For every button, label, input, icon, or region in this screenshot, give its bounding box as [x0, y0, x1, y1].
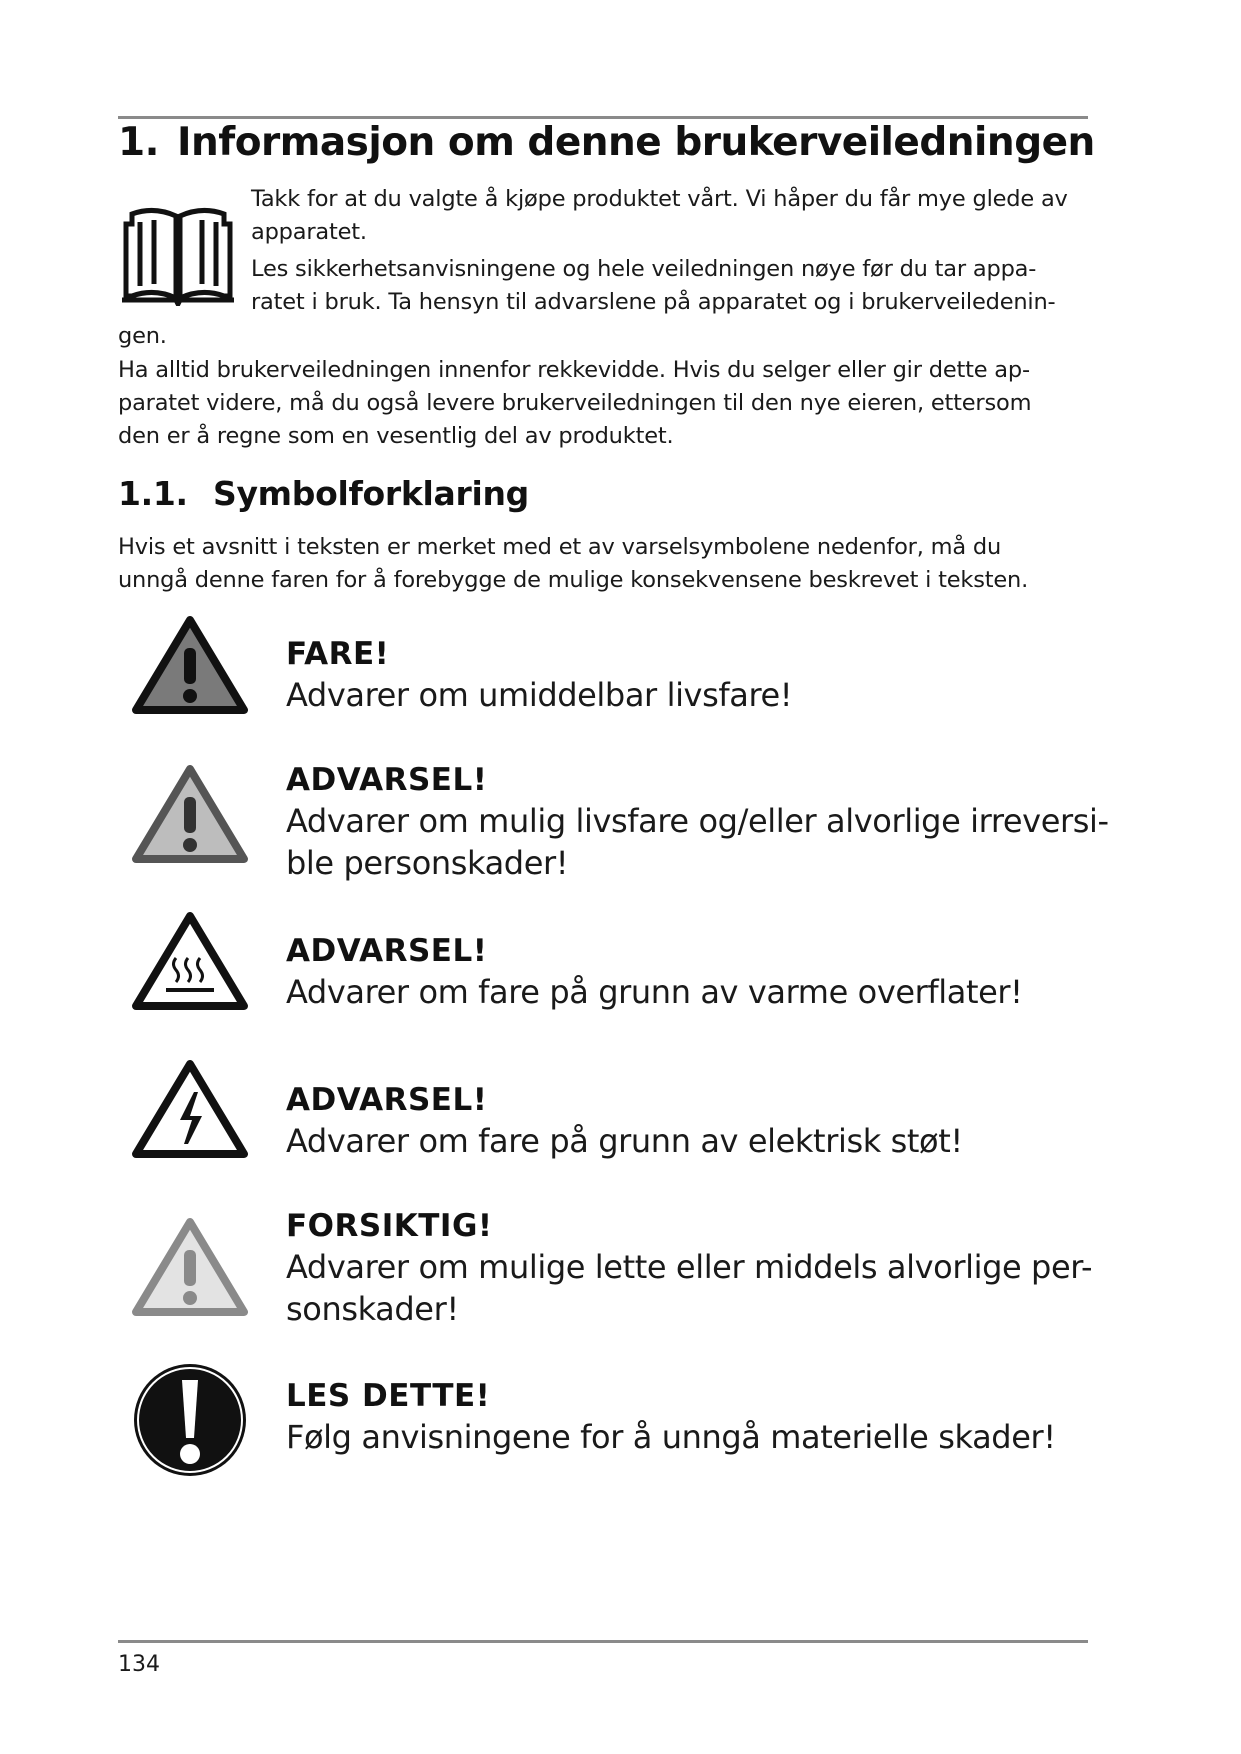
symbol-desc: sonskader! — [286, 1290, 459, 1328]
symbol-label-danger — [286, 634, 792, 716]
electric-shock-icon — [130, 1058, 250, 1162]
symbol-title: ADVARSEL! — [286, 762, 488, 798]
symbol-title: LES DETTE! — [286, 1378, 491, 1414]
danger-triangle-icon — [130, 614, 250, 718]
symbol-desc: ble personskader! — [286, 844, 569, 882]
symbol-label-hot-surface — [286, 931, 1023, 1013]
symbol-label-electric — [286, 1080, 963, 1162]
symbol-label-warning — [286, 760, 1109, 884]
section-title: 1.1. Symbolforklaring — [118, 474, 529, 513]
intro-paragraph-3: Ha alltid brukerveiledningen innenfor rekkevidde. Hvis du selger eller gir dette ap- paratet videre, må du også levere brukerveiledningen til den nye eieren, ettersom den er å regne som en vesentlig del av produktet. — [118, 357, 1032, 449]
symbol-label-read-this — [286, 1376, 1056, 1458]
symbol-desc: Advarer om umiddelbar livsfare! — [286, 676, 793, 714]
open-book-icon — [118, 200, 238, 306]
symbol-title: FORSIKTIG! — [286, 1208, 493, 1244]
intro-paragraph-2: Les sikkerhetsanvisningene og hele veiledningen nøye før du tar appa- ratet i bruk. Ta hensyn til advarslene på apparatet og i brukerveiledenin- — [251, 256, 1056, 315]
symbol-desc: Advarer om fare på grunn av varme overflater! — [286, 973, 1023, 1011]
read-this-icon — [130, 1360, 250, 1480]
intro-paragraph-2-tail: gen. — [118, 323, 167, 349]
symbol-desc: Advarer om fare på grunn av elektrisk støt! — [286, 1122, 963, 1160]
top-rule — [118, 116, 1088, 119]
symbol-title: ADVARSEL! — [286, 933, 488, 969]
symbol-desc: Følg anvisningene for å unngå materielle skader! — [286, 1418, 1056, 1456]
page-title: 1. Informasjon om denne brukerveiledningen — [118, 120, 1095, 165]
warning-triangle-icon — [130, 763, 250, 867]
intro-paragraph-1: Takk for at du valgte å kjøpe produktet vårt. Vi håper du får mye glede av apparatet. — [251, 186, 1068, 245]
symbol-desc: Advarer om mulig livsfare og/eller alvorlige irreversi- — [286, 802, 1109, 840]
hot-surface-icon — [130, 910, 250, 1014]
symbol-label-caution — [286, 1206, 1092, 1330]
caution-triangle-icon — [130, 1216, 250, 1320]
bottom-rule — [118, 1640, 1088, 1643]
symbol-desc: Advarer om mulige lette eller middels alvorlige per- — [286, 1248, 1093, 1286]
page-number: 134 — [118, 1652, 160, 1677]
symbol-title: FARE! — [286, 636, 390, 672]
symbols-intro: Hvis et avsnitt i teksten er merket med et av varselsymbolene nedenfor, må du unngå denne faren for å forebygge de mulige konsekvensene beskrevet i teksten. — [118, 534, 1029, 593]
symbol-title: ADVARSEL! — [286, 1082, 488, 1118]
